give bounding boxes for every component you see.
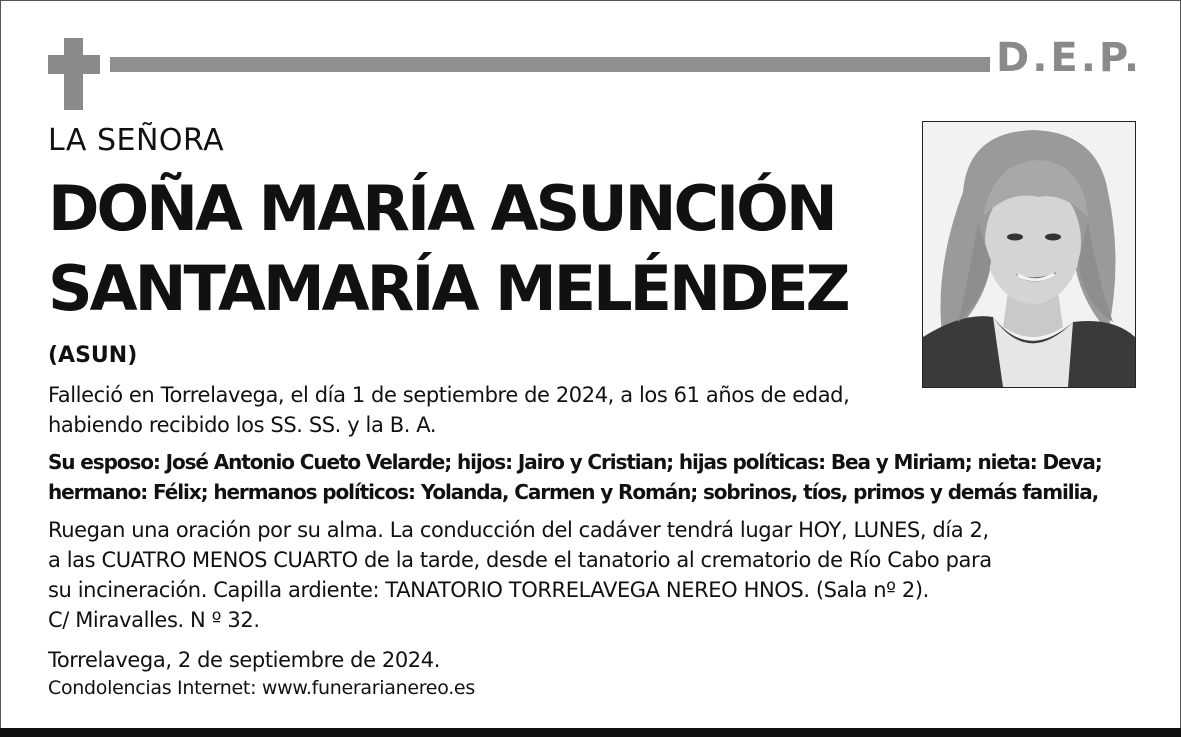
- family-line1: Su esposo: José Antonio Cueto Velarde; hijos: Jairo y Cristian; hijas políticas: Bea y Miriam; nieta: Deva;: [48, 450, 1102, 474]
- date-place: Torrelavega, 2 de septiembre de 2024.: [48, 648, 441, 672]
- portrait-photo: [922, 121, 1136, 388]
- request-line4: C/ Miravalles. N º 32.: [48, 608, 260, 632]
- cross-icon-bar: [48, 55, 100, 74]
- request-line3: su incineración. Capilla ardiente: TANATORIO TORRELAVEGA NEREO HNOS. (Sala nº 2).: [48, 578, 929, 602]
- deceased-name-line1: DOÑA MARÍA ASUNCIÓN: [48, 172, 835, 245]
- death-info-line2: habiendo recibido los SS. SS. y la B. A.: [48, 413, 437, 437]
- salutation: LA SEÑORA: [48, 123, 225, 158]
- request-line1: Ruegan una oración por su alma. La conducción del cadáver tendrá lugar HOY, LUNES, día 2,: [48, 518, 989, 542]
- cross-icon: [64, 38, 83, 110]
- deceased-name-line2: SANTAMARÍA MELÉNDEZ: [48, 252, 848, 325]
- death-info-line1: Falleció en Torrelavega, el día 1 de septiembre de 2024, a los 61 años de edad,: [48, 383, 850, 407]
- dep-label: D.E.P.: [996, 35, 1143, 81]
- family-line2: hermano: Félix; hermanos políticos: Yolanda, Carmen y Román; sobrinos, tíos, primos y demás familia,: [48, 480, 1099, 504]
- request-line2: a las CUATRO MENOS CUARTO de la tarde, desde el tanatorio al crematorio de Río Cabo para: [48, 548, 992, 572]
- nickname: (ASUN): [48, 343, 138, 368]
- header-rule: [110, 57, 990, 72]
- portrait-icon: [923, 122, 1135, 387]
- bottom-border: [0, 728, 1181, 737]
- condolences-line: Condolencias Internet: www.funerarianereo.es: [48, 677, 475, 699]
